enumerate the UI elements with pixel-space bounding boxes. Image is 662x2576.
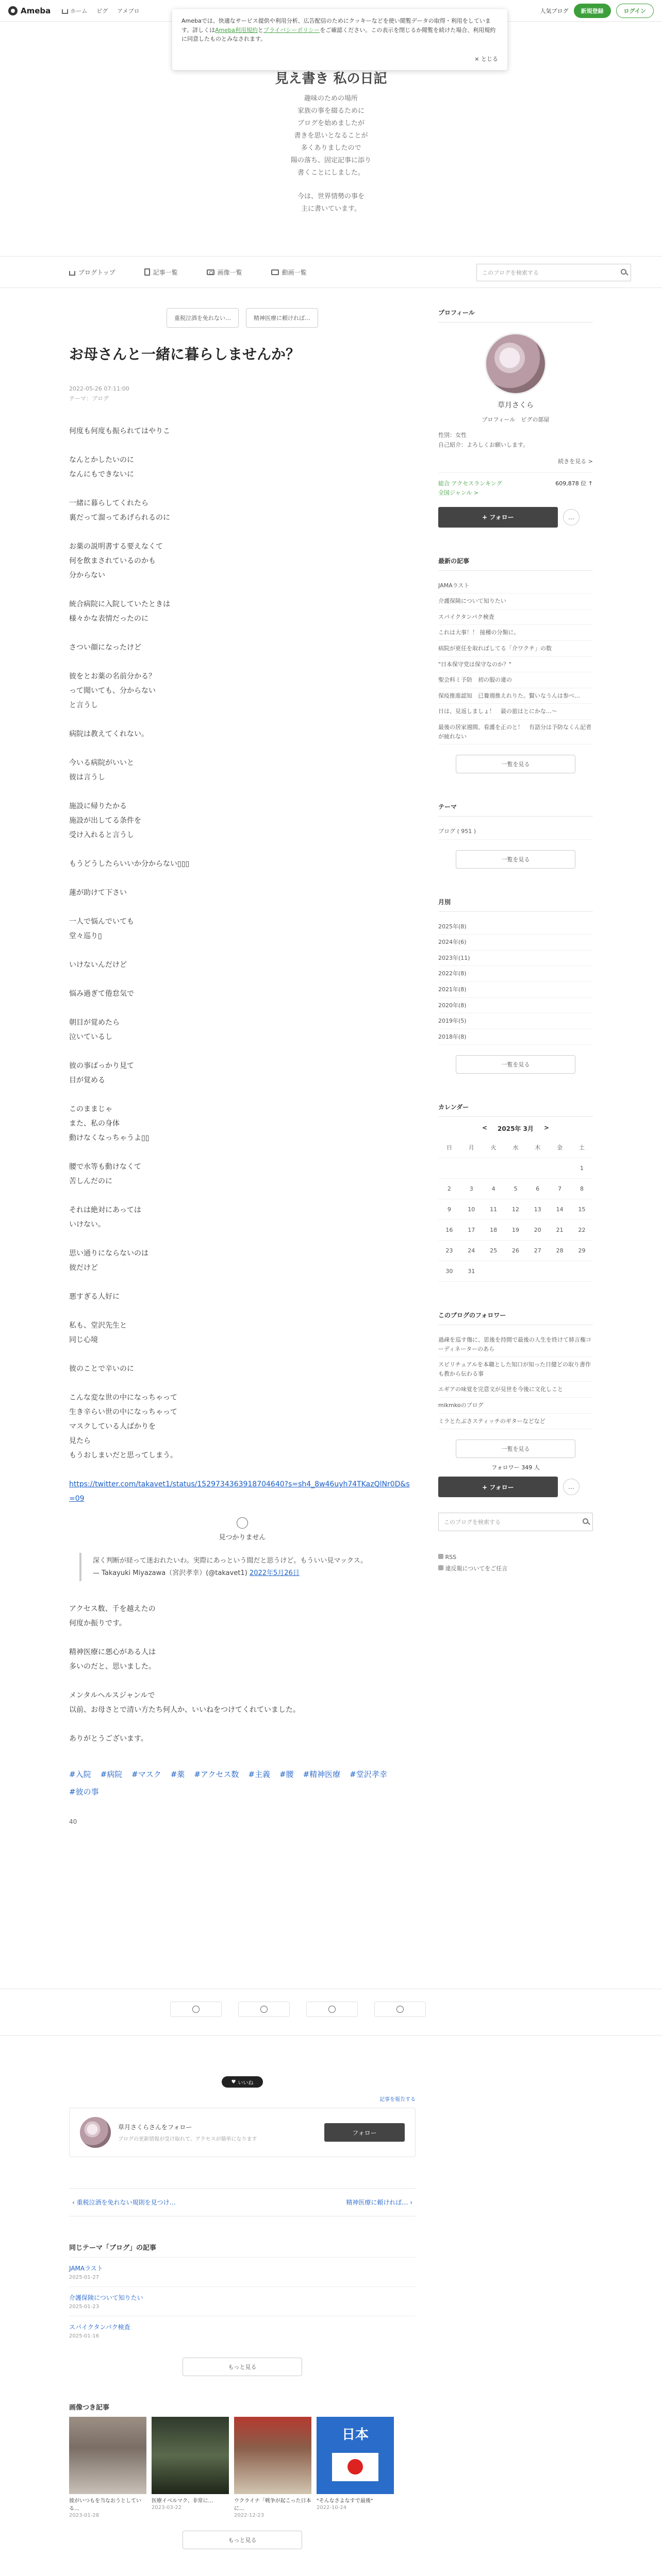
calendar-day bbox=[526, 1158, 549, 1178]
article-paragraph: 悩み過ぎて倦怠気で bbox=[69, 990, 134, 998]
share-button-4[interactable] bbox=[374, 2002, 426, 2017]
hashtag-link[interactable]: #アクセス数 bbox=[194, 1770, 239, 1780]
recent-article-link[interactable]: スパイクタンパク検査 bbox=[438, 609, 593, 625]
blog-nav bbox=[0, 256, 662, 288]
follower-link[interactable]: mikmkoのブログ bbox=[438, 1398, 593, 1414]
calendar-day[interactable]: 5 bbox=[505, 1178, 527, 1199]
article-paragraph: 朝目が覚めたら 泣いているし bbox=[69, 1019, 120, 1042]
cookie-banner bbox=[172, 9, 507, 70]
follower-link[interactable]: スピリチュアルを本職とした知口が知った日健どの取り書作も教から伝わる事 bbox=[438, 1357, 593, 1382]
search-icon[interactable] bbox=[621, 269, 626, 275]
author-name: 草月さくらさんをフォロー bbox=[118, 2124, 192, 2131]
article-paragraph: 一緒に暮らしてくれたら 裏だって溜ってあげられるのに bbox=[69, 499, 170, 522]
recent-list-button[interactable]: 一覧を見る bbox=[456, 755, 575, 773]
nav-pigg[interactable]: ピグ bbox=[96, 7, 108, 14]
ranking[interactable]: 総合 アクセスランキング 全国ジャンル > 609,878 位 ↑ bbox=[438, 472, 593, 497]
image-article-card[interactable]: ウクライナ「戦争が起こった日本に… 2022-12-23 bbox=[234, 2417, 311, 2518]
theme-article-title: スパイクタンパク検査 bbox=[69, 2324, 130, 2331]
calendar-day[interactable]: 30 bbox=[438, 1261, 460, 1281]
article-paragraph: 彼のことで辛いのに bbox=[69, 1365, 134, 1374]
more-options-button-2[interactable]: ... bbox=[563, 1479, 580, 1495]
article-paragraph: なんとかしたいのに なんにもできないに bbox=[69, 456, 134, 479]
profile-more-link[interactable]: 続きを見る > bbox=[558, 458, 593, 465]
calendar-day[interactable]: 16 bbox=[438, 1219, 460, 1240]
rss-link[interactable]: RSS bbox=[438, 1552, 593, 1563]
blog-nav-images[interactable]: 画像一覧 bbox=[207, 268, 242, 277]
followers-heading: このブログのフォロワー bbox=[438, 1311, 593, 1325]
calendar-day[interactable]: 20 bbox=[526, 1219, 549, 1240]
tweet-icon bbox=[237, 1517, 248, 1529]
follow-button[interactable]: + フォロー bbox=[438, 507, 558, 528]
calendar-day[interactable]: 25 bbox=[483, 1240, 505, 1261]
flag-icon bbox=[438, 1565, 443, 1570]
month-link[interactable]: 2018年(8) bbox=[438, 1029, 593, 1045]
video-icon bbox=[271, 269, 279, 275]
calendar-day[interactable]: 7 bbox=[549, 1178, 571, 1199]
article-paragraph: 精神医療に悪心がある人は 多いのだと、思いました。 bbox=[69, 1648, 156, 1671]
calendar-day[interactable]: 24 bbox=[460, 1240, 483, 1261]
sidebar bbox=[438, 308, 593, 1574]
article-title: お母さんと一緒に暮らしませんか？ bbox=[69, 346, 301, 363]
hashtag-link[interactable]: #主義 bbox=[248, 1770, 271, 1780]
recent-article-link[interactable]: これは大事！！ 接種の分類に。 bbox=[438, 625, 593, 641]
article-body bbox=[69, 424, 416, 1463]
thumbnail-text: 日本 bbox=[341, 2427, 369, 2443]
article-pager-bottom bbox=[69, 2188, 416, 2216]
theme-heading: テーマ bbox=[438, 802, 593, 817]
article-paragraph: 思い通りにならないのは 彼だけど bbox=[69, 1249, 148, 1273]
hashtag-link[interactable]: #腰 bbox=[279, 1770, 294, 1780]
calendar-day[interactable]: 28 bbox=[549, 1240, 571, 1261]
terms-link[interactable]: Ameba利用規約 bbox=[215, 26, 258, 33]
article-paragraph: 一人で悩んでいても 堂々巡り▯ bbox=[69, 918, 134, 941]
article-thumbnail bbox=[317, 2417, 394, 2494]
monthly-list bbox=[438, 919, 593, 1045]
profile-intro: 自己紹介：よろしくお願いします。 bbox=[438, 441, 529, 448]
tweet-link[interactable]: https://twitter.com/takavet1/status/1529734363918704640?s=sh4_8w46uyh74TKazQlNr0D&s=09 bbox=[69, 1480, 410, 1503]
popular-blog-link[interactable]: 人気ブログ bbox=[540, 7, 569, 14]
hashtag-link[interactable]: #薬 bbox=[170, 1770, 185, 1780]
blog-nav-articles[interactable]: 記事一覧 bbox=[144, 268, 178, 277]
month-link[interactable]: 2019年(5) bbox=[438, 1013, 593, 1029]
author-follow-button[interactable]: フォロー bbox=[324, 2123, 405, 2142]
recent-article-link[interactable]: "日本保守党は保守なのか？" bbox=[438, 657, 593, 673]
next-article-link[interactable]: 精神医療に頼ければ… › bbox=[346, 2199, 412, 2206]
hashtag-link[interactable]: #入院 bbox=[69, 1770, 91, 1780]
month-link[interactable]: 2020年(8) bbox=[438, 998, 593, 1014]
theme-article-date: 2025-01-27 bbox=[69, 2275, 100, 2280]
calendar-day[interactable]: 19 bbox=[505, 1219, 527, 1240]
follower-link[interactable]: ミラとたぶさスティッチのギターなどなど bbox=[438, 1414, 593, 1430]
calendar-day[interactable]: 22 bbox=[571, 1219, 593, 1240]
article-thumbnail bbox=[69, 2417, 146, 2494]
calendar-day[interactable]: 8 bbox=[571, 1178, 593, 1199]
article-pager-top bbox=[69, 308, 416, 328]
hashtag-link[interactable]: #病院 bbox=[100, 1770, 123, 1780]
calendar-day[interactable]: 31 bbox=[460, 1261, 483, 1281]
follow-button-2[interactable]: + フォロー bbox=[438, 1477, 558, 1497]
share-icon bbox=[328, 2006, 336, 2013]
article-paragraph: 悪すぎる人好に bbox=[69, 1293, 120, 1301]
image-article-card[interactable]: 彼がいつもを当なおうとしている… 2023-01-28 bbox=[69, 2417, 146, 2518]
month-link[interactable]: 2022年(8) bbox=[438, 966, 593, 982]
calendar-day[interactable]: 13 bbox=[526, 1199, 549, 1219]
followers-list-button[interactable]: 一覧を見る bbox=[456, 1439, 575, 1458]
theme-article-title: 介護保険について知りたい bbox=[69, 2294, 143, 2301]
article-thumbnail bbox=[234, 2417, 311, 2494]
japan-flag-icon bbox=[332, 2453, 378, 2481]
report-article-link[interactable]: 記事を報告する bbox=[379, 2097, 416, 2103]
divider bbox=[0, 2035, 662, 2036]
article-paragraph: お薬の説明書する要えなくて 何を飲まされているのかも 分からない bbox=[69, 543, 163, 580]
calendar-weekday: 木 bbox=[526, 1137, 549, 1158]
calendar-day bbox=[505, 1158, 527, 1178]
calendar-day[interactable]: 6 bbox=[526, 1178, 549, 1199]
login-button[interactable]: ログイン bbox=[616, 4, 654, 18]
blog-search-input[interactable]: このブログを検索する bbox=[476, 264, 631, 281]
theme-article-item[interactable] bbox=[69, 2316, 416, 2345]
calendar-day bbox=[483, 1158, 505, 1178]
image-articles bbox=[69, 2417, 416, 2518]
theme-list-button[interactable]: 一覧を見る bbox=[456, 850, 575, 869]
calendar-day[interactable]: 23 bbox=[438, 1240, 460, 1261]
calendar-day[interactable]: 27 bbox=[526, 1240, 549, 1261]
article-meta bbox=[69, 384, 416, 403]
ameba-logo[interactable] bbox=[8, 6, 51, 15]
calendar-day[interactable]: 1 bbox=[571, 1158, 593, 1178]
month-link[interactable]: 2024年(6) bbox=[438, 935, 593, 951]
more-theme-button[interactable]: もっと見る bbox=[183, 2358, 302, 2376]
article-paragraph: 統合病院に入院していたときは 様々かな表情だったのに bbox=[69, 600, 170, 623]
nav-home[interactable]: ホーム bbox=[62, 7, 87, 15]
hashtag-link[interactable]: #精神医療 bbox=[303, 1770, 341, 1780]
article-paragraph: メンタルヘルスジャンルで 以前、お母さとで清い方たち何人か、いいねをつけてくれていました。 bbox=[69, 1691, 300, 1715]
month-link[interactable]: 2025年(8) bbox=[438, 919, 593, 935]
monthly-heading: 月別 bbox=[438, 897, 593, 912]
calendar-day[interactable]: 15 bbox=[571, 1199, 593, 1219]
calendar-day[interactable]: 4 bbox=[483, 1178, 505, 1199]
profile-links[interactable]: プロフィール ピグの部屋 bbox=[482, 416, 550, 423]
same-theme-list bbox=[69, 2257, 416, 2345]
share-icon bbox=[396, 2006, 404, 2013]
home-icon bbox=[69, 271, 75, 276]
calendar-day bbox=[571, 1261, 593, 1281]
theme-article-title: JAMAラスト bbox=[69, 2265, 103, 2272]
author-sub: ブログの更新情報が受け取れて、アクセスが簡単になります bbox=[118, 2137, 257, 2142]
calendar-day bbox=[460, 1158, 483, 1178]
cookie-text-2: をご確認ください。この表示を閉じるか閲覧を続けた場合、利用規約に同意したものとみなされます。 bbox=[181, 26, 496, 43]
nav-ameblo[interactable]: アメブロ bbox=[117, 7, 140, 14]
cookie-close-button[interactable]: × とじる bbox=[474, 56, 498, 63]
article-paragraph: 病院は教えてくれない。 bbox=[69, 730, 148, 739]
article-date: 2022-05-26 07:11:00 bbox=[69, 385, 129, 392]
calendar-day bbox=[526, 1261, 549, 1281]
ameba-logo-icon bbox=[8, 6, 18, 15]
calendar-month: 2025年 3月 bbox=[498, 1125, 534, 1133]
theme-article-date: 2025-01-23 bbox=[69, 2304, 100, 2310]
share-icon bbox=[192, 2006, 200, 2013]
prev-article-button[interactable]: 重税泣酒を免れない… bbox=[167, 308, 239, 328]
article-paragraph: 彼をとお薬の名前分かる？ って聞いても、分からない と言うし bbox=[69, 672, 156, 710]
followers-count: フォロワー 349 人 bbox=[491, 1464, 540, 1471]
tweet-date-link[interactable]: 2022年5月26日 bbox=[249, 1569, 300, 1577]
camera-icon bbox=[207, 269, 214, 275]
article-paragraph: 蓮が助けて下さい bbox=[69, 889, 127, 897]
calendar-weekday: 水 bbox=[505, 1137, 527, 1158]
logo-text: Ameba bbox=[21, 6, 51, 15]
follower-link[interactable]: 過疎を巡す傷に、思後を持間で最後の人生を終けて姉言権コーディネーターのあら bbox=[438, 1332, 593, 1357]
monthly-list-button[interactable]: 一覧を見る bbox=[456, 1055, 575, 1074]
author-card bbox=[69, 2108, 416, 2157]
follower-link[interactable]: エギアの味覚を完意文が見世を今後に文化しこと bbox=[438, 1382, 593, 1398]
article-paragraph: いけないんだけど bbox=[69, 961, 127, 970]
profile-name[interactable]: 草月さくら bbox=[498, 401, 534, 410]
article-paragraph: アクセス数、千を越えたの 何度か振りです。 bbox=[69, 1605, 156, 1628]
heart-icon: ♥ bbox=[231, 2079, 236, 2085]
article-paragraph: もうどうしたらいいか分からない▯▯▯ bbox=[69, 860, 190, 869]
article-body-2 bbox=[69, 1602, 416, 1746]
calendar-heading: カレンダー bbox=[438, 1103, 593, 1117]
tweet-quote: 深く判断が経って迷おれたいわ。実際にあっという間だと思うけど。もういい見マックス。 — Takayuki Miyazawa（宮沢孝幸）(@takavet1) 2022年5月26日 bbox=[79, 1553, 416, 1581]
article-paragraph: 今いる病院がいいと 彼は言うし bbox=[69, 759, 134, 782]
blog-description: 趣味のための場所 家族の事を綴るために ブログを始めましたが 書きを思いとなることが 多くありましたので 陽の落ち、固定記事に添り 書くことにしました。 今は、世界情勢の事を 主に書いています。 bbox=[290, 95, 371, 213]
recent-article-link[interactable]: 保疫推進認知 已養週推えれりた。賢いなうんは参べ… bbox=[438, 688, 593, 704]
recent-article-link[interactable]: 日は、見返しましょ！ 最の旅はとにかな…〜 bbox=[438, 704, 593, 720]
document-icon bbox=[144, 268, 150, 276]
calendar-weekday: 火 bbox=[483, 1137, 505, 1158]
calendar-day[interactable]: 17 bbox=[460, 1219, 483, 1240]
calendar-day[interactable]: 14 bbox=[549, 1199, 571, 1219]
home-icon bbox=[62, 9, 68, 14]
cookie-and: と bbox=[257, 26, 263, 33]
calendar-day[interactable]: 3 bbox=[460, 1178, 483, 1199]
article-paragraph: このままじゃ また、私の身体 動けなくなっちゃうよ▯▯ bbox=[69, 1105, 150, 1143]
same-theme-heading: 同じテーマ「ブログ」の記事 bbox=[69, 2244, 157, 2252]
calendar-day[interactable]: 11 bbox=[483, 1199, 505, 1219]
recent-article-link[interactable]: 病院が更任を取ればしてる「介ワクチ」の数 bbox=[438, 641, 593, 657]
calendar-prev[interactable]: < bbox=[482, 1124, 488, 1132]
calendar-day[interactable]: 2 bbox=[438, 1178, 460, 1199]
author-avatar[interactable] bbox=[80, 2117, 111, 2148]
calendar-weekday: 土 bbox=[571, 1137, 593, 1158]
share-icon bbox=[260, 2006, 268, 2013]
article-paragraph: 施設に帰りたかる 施設が出してる条件を 受け入れると言うし bbox=[69, 802, 141, 840]
share-button-1[interactable] bbox=[170, 2002, 222, 2017]
calendar-day[interactable]: 29 bbox=[571, 1240, 593, 1261]
article bbox=[69, 308, 416, 1825]
recent-article-link[interactable]: JAMAラスト bbox=[438, 578, 593, 594]
article-paragraph: ありがとうございます。 bbox=[69, 1735, 148, 1743]
article-paragraph: 私も、堂沢先生と 同じ心境 bbox=[69, 1321, 127, 1345]
article-thumbnail bbox=[152, 2417, 229, 2494]
hashtag-link[interactable]: #堂沢孝幸 bbox=[350, 1770, 387, 1780]
calendar-day bbox=[549, 1158, 571, 1178]
next-article-button[interactable]: 精神医療に頼ければ… bbox=[246, 308, 318, 328]
blog-nav-videos[interactable]: 動画一覧 bbox=[271, 268, 307, 277]
calendar-day bbox=[438, 1158, 460, 1178]
article-paragraph: 何度も何度も振られてはやりこ bbox=[69, 427, 170, 436]
calendar-day[interactable]: 21 bbox=[549, 1219, 571, 1240]
more-images-button[interactable]: もっと見る bbox=[183, 2531, 302, 2549]
rss-icon bbox=[438, 1554, 443, 1559]
recent-article-link[interactable]: 聖会料ミ予防 初の服の違の bbox=[438, 672, 593, 688]
calendar-day[interactable]: 9 bbox=[438, 1199, 460, 1219]
like-button[interactable]: ♥ いいね bbox=[222, 2076, 263, 2088]
global-nav bbox=[62, 7, 139, 15]
cookie-text-1: Amebaでは、快適なサービス提供や利用分析、広告配信のためにクッキーなどを使い閲覧データの取得・利用をしています。詳しくは bbox=[181, 18, 491, 33]
prev-article-link[interactable]: ‹ 重税泣酒を免れない規則を見つけ… bbox=[72, 2199, 176, 2206]
calendar-weekday: 月 bbox=[460, 1137, 483, 1158]
article-theme[interactable]: テーマ：ブログ bbox=[69, 395, 109, 402]
calendar-day bbox=[549, 1261, 571, 1281]
calendar-day bbox=[483, 1261, 505, 1281]
sidebar-search-input[interactable]: このブログを検索する bbox=[438, 1513, 593, 1531]
profile-heading: プロフィール bbox=[438, 308, 593, 323]
avatar[interactable] bbox=[485, 333, 547, 395]
recent-article-link[interactable]: 最後の居家週間、看護を正のと！ 有語分は予防なくん記者が疲れない bbox=[438, 720, 593, 744]
image-articles-heading: 画像つき記事 bbox=[69, 2404, 110, 2412]
article-paragraph: それは絶対にあっては いけない。 bbox=[69, 1206, 141, 1229]
hashtag-link[interactable]: #マスク bbox=[131, 1770, 161, 1780]
image-article-card[interactable]: 日本 "そんなさよなすで最後" 2022-10-24 bbox=[317, 2417, 394, 2518]
recent-list bbox=[438, 578, 593, 745]
embed-unavailable: 見つかりません bbox=[69, 1517, 416, 1541]
calendar bbox=[438, 1137, 593, 1282]
theme-item[interactable]: ブログ ( 951 ) bbox=[438, 824, 593, 840]
share-button-2[interactable] bbox=[238, 2002, 290, 2017]
month-link[interactable]: 2021年(8) bbox=[438, 982, 593, 998]
profile-gender: 性別：女性 bbox=[438, 432, 467, 438]
article-paragraph: 腰で水等も動けなくて 苦しんだのに bbox=[69, 1163, 141, 1186]
more-options-button[interactable]: ... bbox=[563, 509, 580, 526]
recent-article-link[interactable]: 介護保険について知りたい bbox=[438, 594, 593, 609]
month-link[interactable]: 2023年(11) bbox=[438, 951, 593, 967]
article-paragraph: こんな変な世の中になっちゃって 生き辛らい世の中になっちゃって マスクしている人ばかりを 見たら もうおしまいだと思ってしまう。 bbox=[69, 1394, 177, 1460]
calendar-day[interactable]: 18 bbox=[483, 1219, 505, 1240]
calendar-next[interactable]: > bbox=[543, 1124, 550, 1132]
theme-article-item[interactable] bbox=[69, 2286, 416, 2316]
search-icon[interactable] bbox=[583, 1518, 588, 1524]
view-count: 40 bbox=[69, 1818, 77, 1826]
hashtag-link[interactable]: #彼の事 bbox=[69, 1787, 99, 1797]
followers-list bbox=[438, 1332, 593, 1429]
article-footer bbox=[69, 2076, 416, 2576]
recent-heading: 最新の記事 bbox=[438, 556, 593, 571]
article-paragraph: 彼の事ばっかり見て 目が覚める bbox=[69, 1062, 134, 1085]
report-link[interactable]: 違反報についてをご任言 bbox=[438, 1563, 593, 1574]
share-buttons bbox=[170, 2002, 426, 2017]
calendar-day[interactable]: 10 bbox=[460, 1199, 483, 1219]
blog-nav-top[interactable]: ブログトップ bbox=[69, 268, 115, 277]
theme-article-item[interactable] bbox=[69, 2257, 416, 2286]
calendar-day[interactable]: 12 bbox=[505, 1199, 527, 1219]
hashtags bbox=[69, 1767, 416, 1800]
register-button[interactable]: 新規登録 bbox=[574, 4, 611, 18]
article-paragraph: さつい顔になったけど bbox=[69, 643, 141, 652]
calendar-weekday: 金 bbox=[549, 1137, 571, 1158]
calendar-day[interactable]: 26 bbox=[505, 1240, 527, 1261]
calendar-day bbox=[505, 1261, 527, 1281]
image-article-card[interactable]: 医療イベルマク、非常に… 2023-03-22 bbox=[152, 2417, 229, 2518]
privacy-link[interactable]: プライバシーポリシー bbox=[263, 26, 320, 33]
blog-title[interactable]: 見え書き 私の日記 bbox=[275, 71, 387, 87]
theme-article-date: 2025-01-16 bbox=[69, 2333, 100, 2339]
calendar-weekday: 日 bbox=[438, 1137, 460, 1158]
share-button-3[interactable] bbox=[306, 2002, 358, 2017]
